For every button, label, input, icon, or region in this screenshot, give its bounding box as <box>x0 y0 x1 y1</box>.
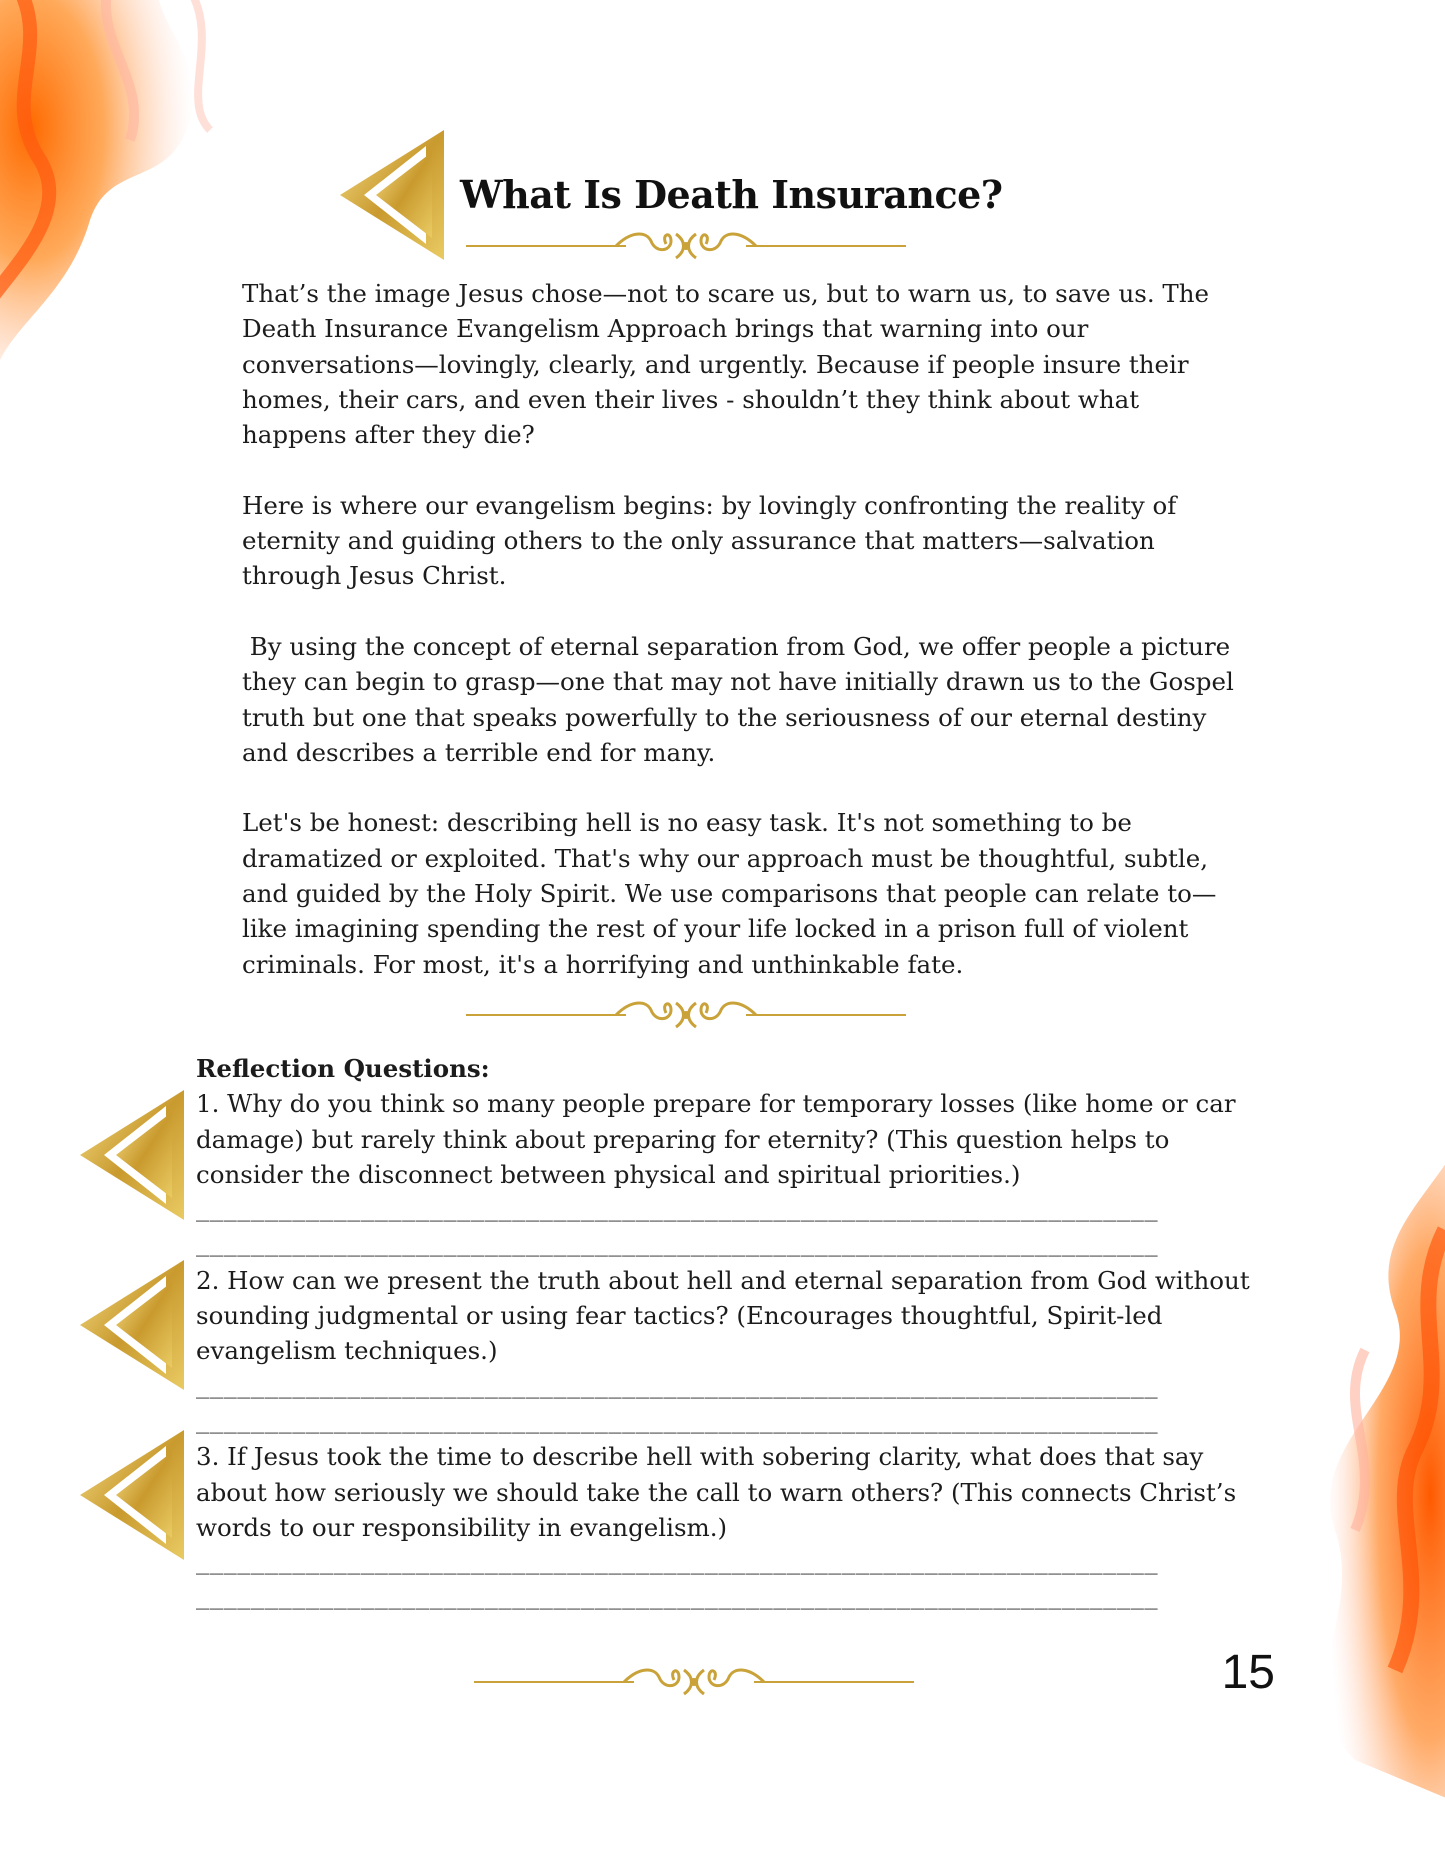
paragraph: Let's be honest: describing hell is no easy task. It's not something to be dramatized or exploited. That's why our approach must be thoughtful, subtle, and guided by the Holy Spirit. We use comparisons that people can relate to—like imagining spending the rest of your life locked in a prison full of violent criminals. For most, it's a horrifying and unthinkable fate. <box>242 808 1217 979</box>
ornamental-divider-icon <box>474 1662 914 1702</box>
gold-chevron-icon <box>80 1430 190 1560</box>
answer-line[interactable]: ______________________________________________________________________ <box>196 1550 1159 1576</box>
gold-chevron-icon <box>340 130 450 260</box>
gold-chevron-icon <box>80 1260 190 1390</box>
answer-line[interactable]: ______________________________________________________________________ <box>196 1585 1159 1611</box>
gold-chevron-icon <box>80 1090 190 1220</box>
answer-line[interactable]: ______________________________________________________________________ <box>196 1197 1159 1223</box>
page-number: 15 <box>1221 1646 1275 1699</box>
reflection-question <box>196 1439 1276 1615</box>
paragraph: Here is where our evangelism begins: by lovingly confronting the reality of eternity and guiding others to the only assurance that matters—salvation through Jesus Christ. <box>242 490 1177 591</box>
question-text: 1. Why do you think so many people prepare for temporary losses (like home or car damage) but rarely think about preparing for eternity? (This question helps to consider the disconnect between physical and spiritual priorities.) <box>196 1089 1236 1189</box>
ornamental-divider-icon <box>466 995 906 1035</box>
paragraph: By using the concept of eternal separation from God, we offer people a picture they can begin to grasp—one that may not have initially drawn us to the Gospel truth but one that speaks powerfully to the seriousness of our eternal destiny and describes a terrible end for many. <box>242 631 1242 767</box>
ornamental-divider-icon <box>466 226 906 266</box>
body-text <box>242 276 1242 1017</box>
reflection-question <box>196 1086 1276 1262</box>
reflection-question <box>196 1263 1276 1439</box>
paragraph: That’s the image Jesus chose—not to scare us, but to warn us, to save us. The Death Insurance Evangelism Approach brings that warning into our conversations—lovingly, clearly, and urgently. Because if people insure their homes, their cars, and even their lives - shouldn’t they think about what happens after they die? <box>242 279 1210 450</box>
answer-line[interactable]: ______________________________________________________________________ <box>196 1232 1159 1258</box>
reflection-heading: Reflection Questions: <box>196 1054 490 1083</box>
question-text: 3. If Jesus took the time to describe hell with sobering clarity, what does that say about how seriously we should take the call to warn others? (This connects Christ’s words to our responsibility in evangelism.) <box>196 1442 1237 1542</box>
question-text: 2. How can we present the truth about hell and eternal separation from God without sounding judgmental or using fear tactics? (Encourages thoughtful, Spirit-led evangelism techniques.) <box>196 1265 1250 1366</box>
answer-line[interactable]: ______________________________________________________________________ <box>196 1408 1159 1434</box>
page-title: What Is Death Insurance? <box>460 172 1003 217</box>
answer-line[interactable]: ______________________________________________________________________ <box>196 1373 1159 1399</box>
reflection-section <box>196 1051 1276 1616</box>
